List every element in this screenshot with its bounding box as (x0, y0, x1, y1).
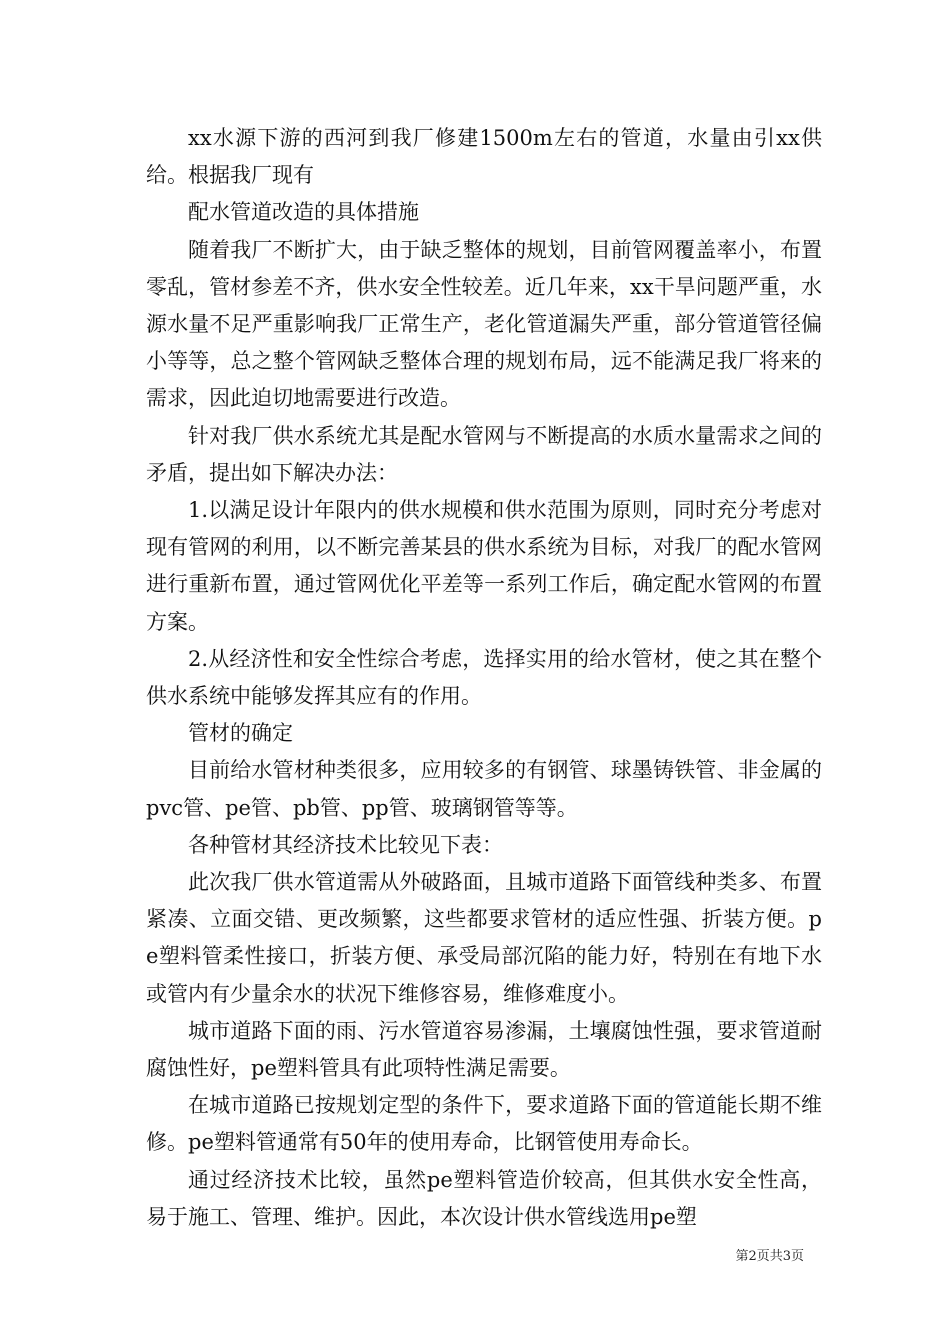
paragraph-pe-corrosion: 城市道路下面的雨、污水管道容易渗漏，土壤腐蚀性强，要求管道耐腐蚀性好，pe塑料管具有此项特性满足需要。 (146, 1018, 822, 1081)
document-body (146, 120, 822, 1236)
paragraph-current-problems: 随着我厂不断扩大，由于缺乏整体的规划，目前管网覆盖率小，布置零乱，管材参差不齐，供水安全性较差。近几年来，xx干旱问题严重，水源水量不足严重影响我厂正常生产，老化管道漏失严重，部分管道管径偏小等等，总之整个管网缺乏整体合理的规划布局，远不能满足我厂将来的需求，因此迫切地需要进行改造。 (146, 237, 822, 411)
paragraph-water-source: xx水源下游的西河到我厂修建1500m左右的管道，水量由引xx供给。根据我厂现有 (146, 126, 822, 188)
paragraph-comparison-table-ref: 各种管材其经济技术比较见下表： (188, 832, 503, 857)
paragraph-pe-lifespan: 在城市道路已按规划定型的条件下，要求道路下面的管道能长期不维修。pe塑料管通常有50年的使用寿命，比钢管使用寿命长。 (146, 1093, 822, 1155)
paragraph-solution-2: 2.从经济性和安全性综合考虑，选择实用的给水管材，使之其在整个供水系统中能够发挥其应有的作用。 (146, 646, 822, 709)
paragraph-pipe-types: 目前给水管材种类很多，应用较多的有钢管、球墨铸铁管、非金属的pvc管、pe管、pb管、pp管、玻璃钢管等等。 (146, 758, 822, 820)
page-number: 第2页共3页 (735, 1249, 804, 1264)
paragraph-solution-intro: 针对我厂供水系统尤其是配水管网与不断提高的水质水量需求之间的矛盾，提出如下解决办法： (146, 423, 822, 485)
heading-pipe-renovation-measures: 配水管道改造的具体措施 (188, 200, 419, 225)
paragraph-pe-flexibility: 此次我厂供水管道需从外破路面，且城市道路下面管线种类多、布置紧凑、立面交错、更改频繁，这些都要求管材的适应性强、折装方便。pe塑料管柔性接口，折装方便、承受局部沉陷的能力好，特别在有地下水或管内有少量余水的状况下维修容易，维修难度小。 (146, 870, 822, 1006)
paragraph-solution-1: 1.以满足设计年限内的供水规模和供水范围为原则，同时充分考虑对现有管网的利用，以不断完善某县的供水系统为目标，对我厂的配水管网进行重新布置，通过管网优化平差等一系列工作后，确定配水管网的布置方案。 (146, 498, 822, 634)
paragraph-conclusion: 通过经济技术比较，虽然pe塑料管造价较高，但其供水安全性高，易于施工、管理、维护。因此，本次设计供水管线选用pe塑 (146, 1167, 822, 1229)
heading-pipe-material: 管材的确定 (188, 721, 293, 746)
